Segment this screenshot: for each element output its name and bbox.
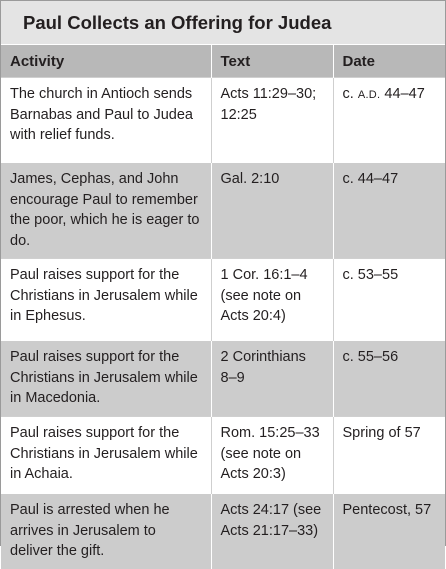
text-cell: Gal. 2:10 (211, 163, 333, 259)
date-cell: c. 53–55 (333, 259, 445, 341)
activity-cell: Paul raises support for the Christians in Jerusalem while in Macedonia. (1, 341, 211, 417)
date-cell: c. 55–56 (333, 341, 445, 417)
date-cell (333, 78, 445, 163)
offering-table (1, 44, 445, 569)
text-cell: Acts 24:17 (see Acts 21:17–33) (211, 494, 333, 569)
page-title: Paul Collects an Offering for Judea (23, 12, 332, 33)
activity-cell: Paul raises support for the Christians in Jerusalem while in Ephesus. (1, 259, 211, 341)
date-cell: Spring of 57 (333, 417, 445, 494)
table-row (1, 259, 445, 341)
date-prefix: c. (342, 86, 358, 102)
table-row (1, 341, 445, 417)
header-row (1, 45, 445, 78)
table-row (1, 163, 445, 259)
activity-cell: The church in Antioch sends Barnabas and Paul to Judea with relief funds. (1, 78, 211, 163)
date-era: A.D. (357, 89, 381, 101)
table-row (1, 78, 445, 163)
table-row (1, 494, 445, 569)
column-header-date: Date (333, 45, 445, 78)
activity-cell: Paul is arrested when he arrives in Jerusalem to deliver the gift. (1, 494, 211, 569)
text-cell: Acts 11:29–30; 12:25 (211, 78, 333, 163)
column-header-text: Text (211, 45, 333, 78)
table-row (1, 417, 445, 494)
activity-cell: Paul raises support for the Christians in Jerusalem while in Achaia. (1, 417, 211, 494)
column-header-activity: Activity (1, 45, 211, 78)
text-cell: Rom. 15:25–33 (see note on Acts 20:3) (211, 417, 333, 494)
date-cell: c. 44–47 (333, 163, 445, 259)
date-cell: Pentecost, 57 (333, 494, 445, 569)
date-suffix: 44–47 (380, 86, 425, 102)
activity-cell: James, Cephas, and John encourage Paul to remember the poor, which he is eager to do. (1, 163, 211, 259)
text-cell: 2 Corinthians 8–9 (211, 341, 333, 417)
text-cell: 1 Cor. 16:1–4 (see note on Acts 20:4) (211, 259, 333, 341)
